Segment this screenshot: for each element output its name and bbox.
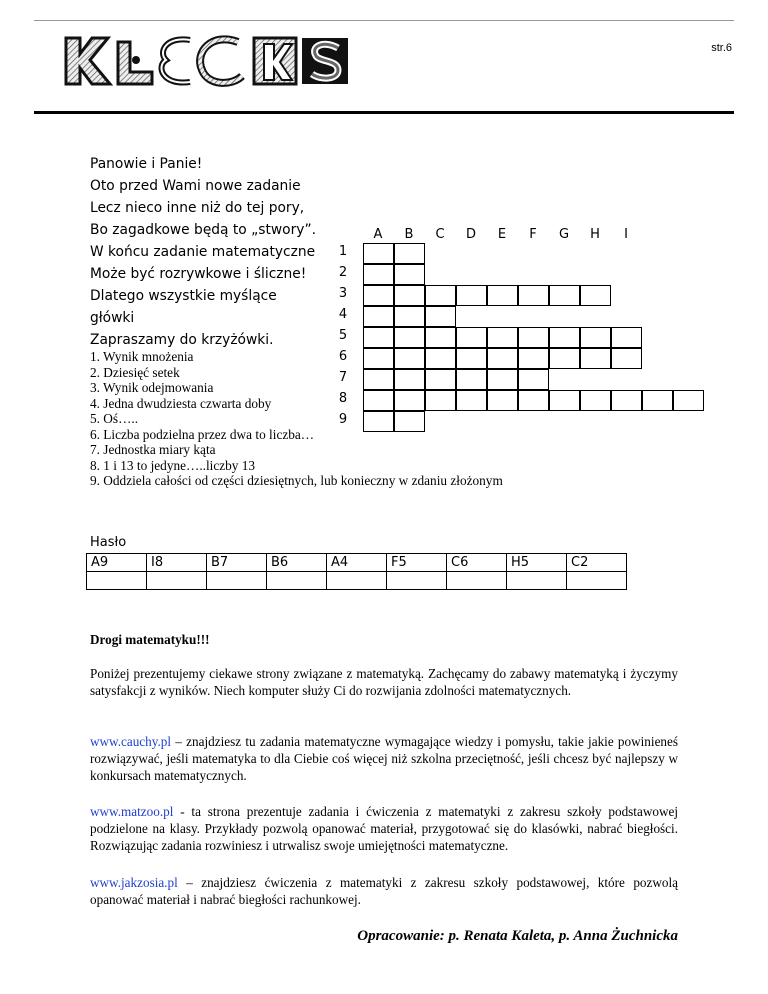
row-number: 6 — [338, 349, 348, 364]
row-number: 4 — [338, 307, 348, 322]
crossword-cell[interactable] — [394, 306, 425, 327]
haslo-answer-cell[interactable] — [387, 572, 447, 590]
haslo-answer-cell[interactable] — [327, 572, 387, 590]
crossword-cell[interactable] — [549, 348, 580, 369]
clue: 7. Jednostka miary kąta — [90, 442, 216, 457]
jakzosia-link[interactable]: www.jakzosia.pl — [90, 875, 178, 890]
crossword-cell[interactable] — [456, 285, 487, 306]
haslo-key: B7 — [207, 554, 267, 572]
crossword-cell[interactable] — [518, 348, 549, 369]
column-header: A — [373, 227, 383, 242]
haslo-key: H5 — [507, 554, 567, 572]
haslo-answer-cell[interactable] — [207, 572, 267, 590]
crossword-cell[interactable] — [549, 327, 580, 348]
crossword-cell[interactable] — [363, 306, 394, 327]
crossword-cell[interactable] — [363, 264, 394, 285]
haslo-answer-cell[interactable] — [147, 572, 207, 590]
haslo-key: B6 — [267, 554, 327, 572]
haslo-key: C2 — [567, 554, 627, 572]
haslo-answer-cell[interactable] — [267, 572, 327, 590]
matzoo-link[interactable]: www.matzoo.pl — [90, 804, 174, 819]
crossword-cell[interactable] — [611, 348, 642, 369]
row-number: 2 — [338, 265, 348, 280]
crossword-cell[interactable] — [425, 327, 456, 348]
column-header: F — [529, 227, 537, 242]
crossword-cell[interactable] — [363, 327, 394, 348]
crossword-cell[interactable] — [518, 327, 549, 348]
link-description: – znajdziesz ćwiczenia z matematyki z zakresu szkoły podstawowej, które pozwolą opanować materiał i nabrać biegłości rachunkowej. — [90, 875, 678, 907]
crossword-cell[interactable] — [673, 390, 704, 411]
crossword-cell[interactable] — [363, 285, 394, 306]
klecks-logo — [62, 32, 352, 88]
clue: 3. Wynik odejmowania — [90, 380, 214, 395]
crossword-cell[interactable] — [549, 390, 580, 411]
haslo-answer-cell[interactable] — [507, 572, 567, 590]
crossword-cell[interactable] — [394, 243, 425, 264]
haslo-answer-cell[interactable] — [447, 572, 507, 590]
poem-line: główki — [90, 310, 135, 326]
haslo-label: Hasło — [90, 535, 127, 550]
crossword-cell[interactable] — [611, 327, 642, 348]
haslo-answer-cell[interactable] — [87, 572, 147, 590]
link-paragraph — [90, 874, 678, 908]
page-number: str.6 — [711, 42, 732, 54]
poem-line: Dlatego wszystkie myślące — [90, 288, 277, 304]
cauchy-link[interactable]: www.cauchy.pl — [90, 734, 172, 749]
article-heading: Drogi matematyku!!! — [90, 632, 210, 647]
clue: 6. Liczba podzielna przez dwa to liczba… — [90, 426, 315, 442]
clue: 9. Oddziela całości od części dziesiętnych, lub konieczny w zdaniu złożonym — [90, 473, 503, 488]
crossword-cell[interactable] — [394, 327, 425, 348]
row-number: 5 — [338, 328, 348, 343]
crossword-cell[interactable] — [580, 327, 611, 348]
haslo-key: C6 — [447, 554, 507, 572]
crossword-cell[interactable] — [642, 390, 673, 411]
article-intro: Poniżej prezentujemy ciekawe strony związane z matematyką. Zachęcamy do zabawy matematyką i życzymy satysfakcji z wyników. Niech komputer służy Ci do rozwijania zdolności matematycznych. — [90, 666, 678, 698]
crossword-cell[interactable] — [580, 285, 611, 306]
row-number: 1 — [338, 244, 348, 259]
poem-line: Lecz nieco inne niż do tej pory, — [90, 200, 305, 216]
column-header: C — [435, 227, 445, 242]
clue: 2. Dziesięć setek — [90, 364, 180, 380]
crossword-cell[interactable] — [456, 327, 487, 348]
crossword-cell[interactable] — [394, 264, 425, 285]
crossword-cell[interactable] — [580, 348, 611, 369]
haslo-key: A4 — [327, 554, 387, 572]
crossword-cell[interactable] — [363, 243, 394, 264]
crossword-cell[interactable] — [394, 285, 425, 306]
header-rule — [34, 111, 734, 114]
crossword-cell[interactable] — [487, 285, 518, 306]
crossword-cell[interactable] — [580, 390, 611, 411]
column-header: D — [465, 227, 476, 242]
crossword-cell[interactable] — [425, 306, 456, 327]
crossword-cell[interactable] — [518, 369, 549, 390]
row-number: 8 — [338, 391, 348, 406]
clue: 5. Oś….. — [90, 411, 139, 426]
crossword-cell[interactable] — [518, 285, 549, 306]
haslo-answer-cell[interactable] — [567, 572, 627, 590]
crossword-cell[interactable] — [425, 285, 456, 306]
poem-line: Oto przed Wami nowe zadanie — [90, 178, 301, 194]
haslo-key: I8 — [147, 554, 207, 572]
link-paragraph — [90, 733, 678, 784]
crossword-cell[interactable] — [487, 327, 518, 348]
link-description: - ta strona prezentuje zadania i ćwiczenia z matematyki z zakresu szkoły podstawowej podzielone na klasy. Przykłady pozwolą opanować materiał, przygotować się do klasówki, nabrać biegłości. Rozwiązując zadania rozwiniesz i utrwalisz swoje umiejętności matematyczne. — [90, 804, 678, 853]
column-header: G — [558, 227, 570, 242]
link-paragraph — [90, 803, 678, 854]
clue: 4. Jedna dwudziesta czwarta doby — [90, 395, 272, 411]
column-header: H — [590, 227, 600, 242]
poem-line: Bo zagadkowe będą to „stwory”. — [90, 222, 316, 238]
haslo-key: F5 — [387, 554, 447, 572]
clue: 1. Wynik mnożenia — [90, 349, 194, 364]
top-rule — [34, 20, 734, 21]
poem-line: Panowie i Panie! — [90, 156, 203, 172]
row-number: 3 — [338, 286, 348, 301]
column-header: E — [497, 227, 507, 242]
poem-line: Zapraszamy do krzyżówki. — [90, 332, 274, 348]
row-number: 7 — [338, 370, 348, 385]
haslo-table — [86, 553, 627, 590]
link-description: – znajdziesz tu zadania matematyczne wymagające wiedzy i pomysłu, takie jakie powinieneś rozwiązywać, jeśli matematyka to dla Ciebie coś więcej niż szkolna przeciętność, jeśli chcesz być najlepszy w konkursach matematycznych. — [90, 734, 678, 783]
poem — [90, 153, 316, 351]
row-number: 9 — [338, 412, 348, 427]
haslo-key: A9 — [87, 554, 147, 572]
clue: 8. 1 i 13 to jedyne…..liczby 13 — [90, 457, 256, 473]
crossword-clues — [90, 349, 503, 489]
crossword-cell[interactable] — [549, 285, 580, 306]
author-credit: Opracowanie: p. Renata Kaleta, p. Anna Żuchnicka — [357, 928, 678, 944]
column-header: B — [404, 227, 414, 242]
crossword-cell[interactable] — [518, 390, 549, 411]
poem-line: W końcu zadanie matematyczne — [90, 244, 316, 260]
crossword-cell[interactable] — [611, 390, 642, 411]
column-header: I — [624, 227, 628, 242]
poem-line: Może być rozrywkowe i śliczne! — [90, 266, 307, 282]
